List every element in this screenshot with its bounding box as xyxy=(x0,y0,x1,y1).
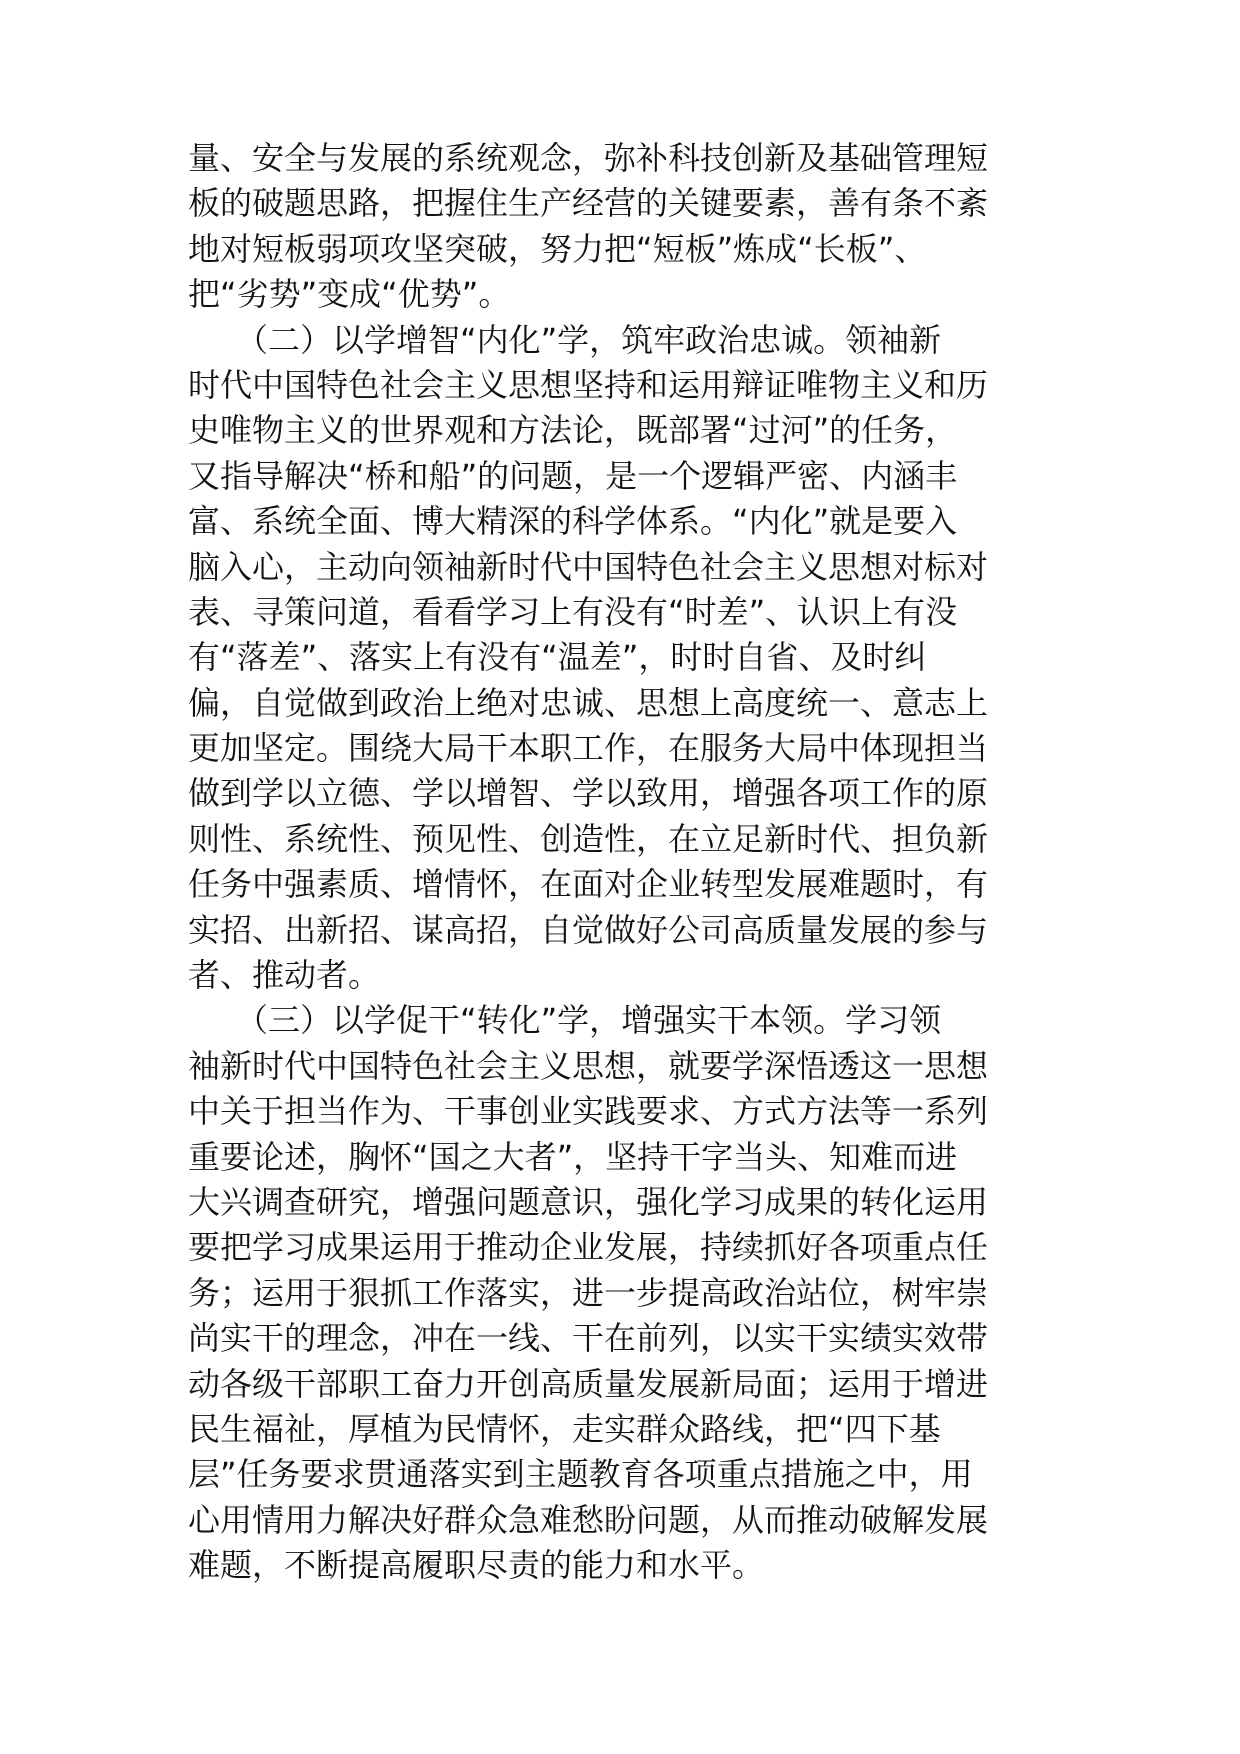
text-line: 地对短板弱项攻坚突破，努力把“短板”炼成“长板”、 xyxy=(188,229,927,268)
text-line: 脑入心，主动向领袖新时代中国特色社会主义思想对标对 xyxy=(188,547,989,586)
text-line: 中关于担当作为、干事创业实践要求、方式方法等一系列 xyxy=(188,1092,989,1131)
text-line: 要把学习成果运用于推动企业发展，持续抓好各项重点任 xyxy=(188,1228,989,1267)
text-line: 表、寻策问道，看看学习上有没有“时差”、认识上有没 xyxy=(188,592,958,631)
body-text xyxy=(188,136,1060,1589)
text-line: 民生福祉，厚植为民情怀，走实群众路线，把“四下基 xyxy=(188,1409,941,1448)
text-line: 层”任务要求贯通落实到主题教育各项重点措施之中，用 xyxy=(188,1455,973,1494)
text-line: 做到学以立德、学以增智、学以致用，增强各项工作的原 xyxy=(188,774,989,813)
text-line: 者、推动者。 xyxy=(188,956,381,995)
text-line: 又指导解决“桥和船”的问题，是一个逻辑严密、内涵丰 xyxy=(188,456,958,495)
text-line: 更加坚定。围绕大局干本职工作，在服务大局中体现担当 xyxy=(188,729,989,768)
text-line: 偏，自觉做到政治上绝对忠诚、思想上高度统一、意志上 xyxy=(188,683,989,722)
text-line: 富、系统全面、博大精深的科学体系。“内化”就是要入 xyxy=(188,502,958,541)
text-line: 袖新时代中国特色社会主义思想，就要学深悟透这一思想 xyxy=(188,1046,989,1085)
text-line: 有“落差”、落实上有没有“温差”，时时自省、及时纠 xyxy=(188,638,927,677)
text-line: 尚实干的理念，冲在一线、干在前列，以实干实绩实效带 xyxy=(188,1319,989,1358)
text-line: 板的破题思路，把握住生产经营的关键要素，善有条不紊 xyxy=(188,184,989,223)
text-line: 重要论述，胸怀“国之大者”，坚持干字当头、知难而进 xyxy=(188,1137,958,1176)
text-line: 动各级干部职工奋力开创高质量发展新局面；运用于增进 xyxy=(188,1364,989,1403)
section-heading-line: （三）以学促干“转化”学，增强实干本领。学习领 xyxy=(188,1001,942,1040)
text-line: 把“劣势”变成“优势”。 xyxy=(188,275,511,314)
text-line: 难题，不断提高履职尽责的能力和水平。 xyxy=(188,1546,765,1585)
text-line: 心用情用力解决好群众急难愁盼问题，从而推动破解发展 xyxy=(188,1500,989,1539)
text-line: 史唯物主义的世界观和方法论，既部署“过河”的任务， xyxy=(188,411,958,450)
text-line: 量、安全与发展的系统观念，弥补科技创新及基础管理短 xyxy=(188,139,989,177)
text-line: 任务中强素质、增情怀，在面对企业转型发展难题时，有 xyxy=(188,865,989,904)
text-line: 务；运用于狠抓工作落实，进一步提高政治站位，树牢崇 xyxy=(188,1273,989,1312)
section-heading-line: （二）以学增智“内化”学，筑牢政治忠诚。领袖新 xyxy=(188,320,942,359)
text-line: 时代中国特色社会主义思想坚持和运用辩证唯物主义和历 xyxy=(188,365,989,404)
text-line: 实招、出新招、谋高招，自觉做好公司高质量发展的参与 xyxy=(188,910,989,949)
text-line: 大兴调查研究，增强问题意识，强化学习成果的转化运用 xyxy=(188,1182,989,1221)
text-line: 则性、系统性、预见性、创造性，在立足新时代、担负新 xyxy=(188,819,989,858)
